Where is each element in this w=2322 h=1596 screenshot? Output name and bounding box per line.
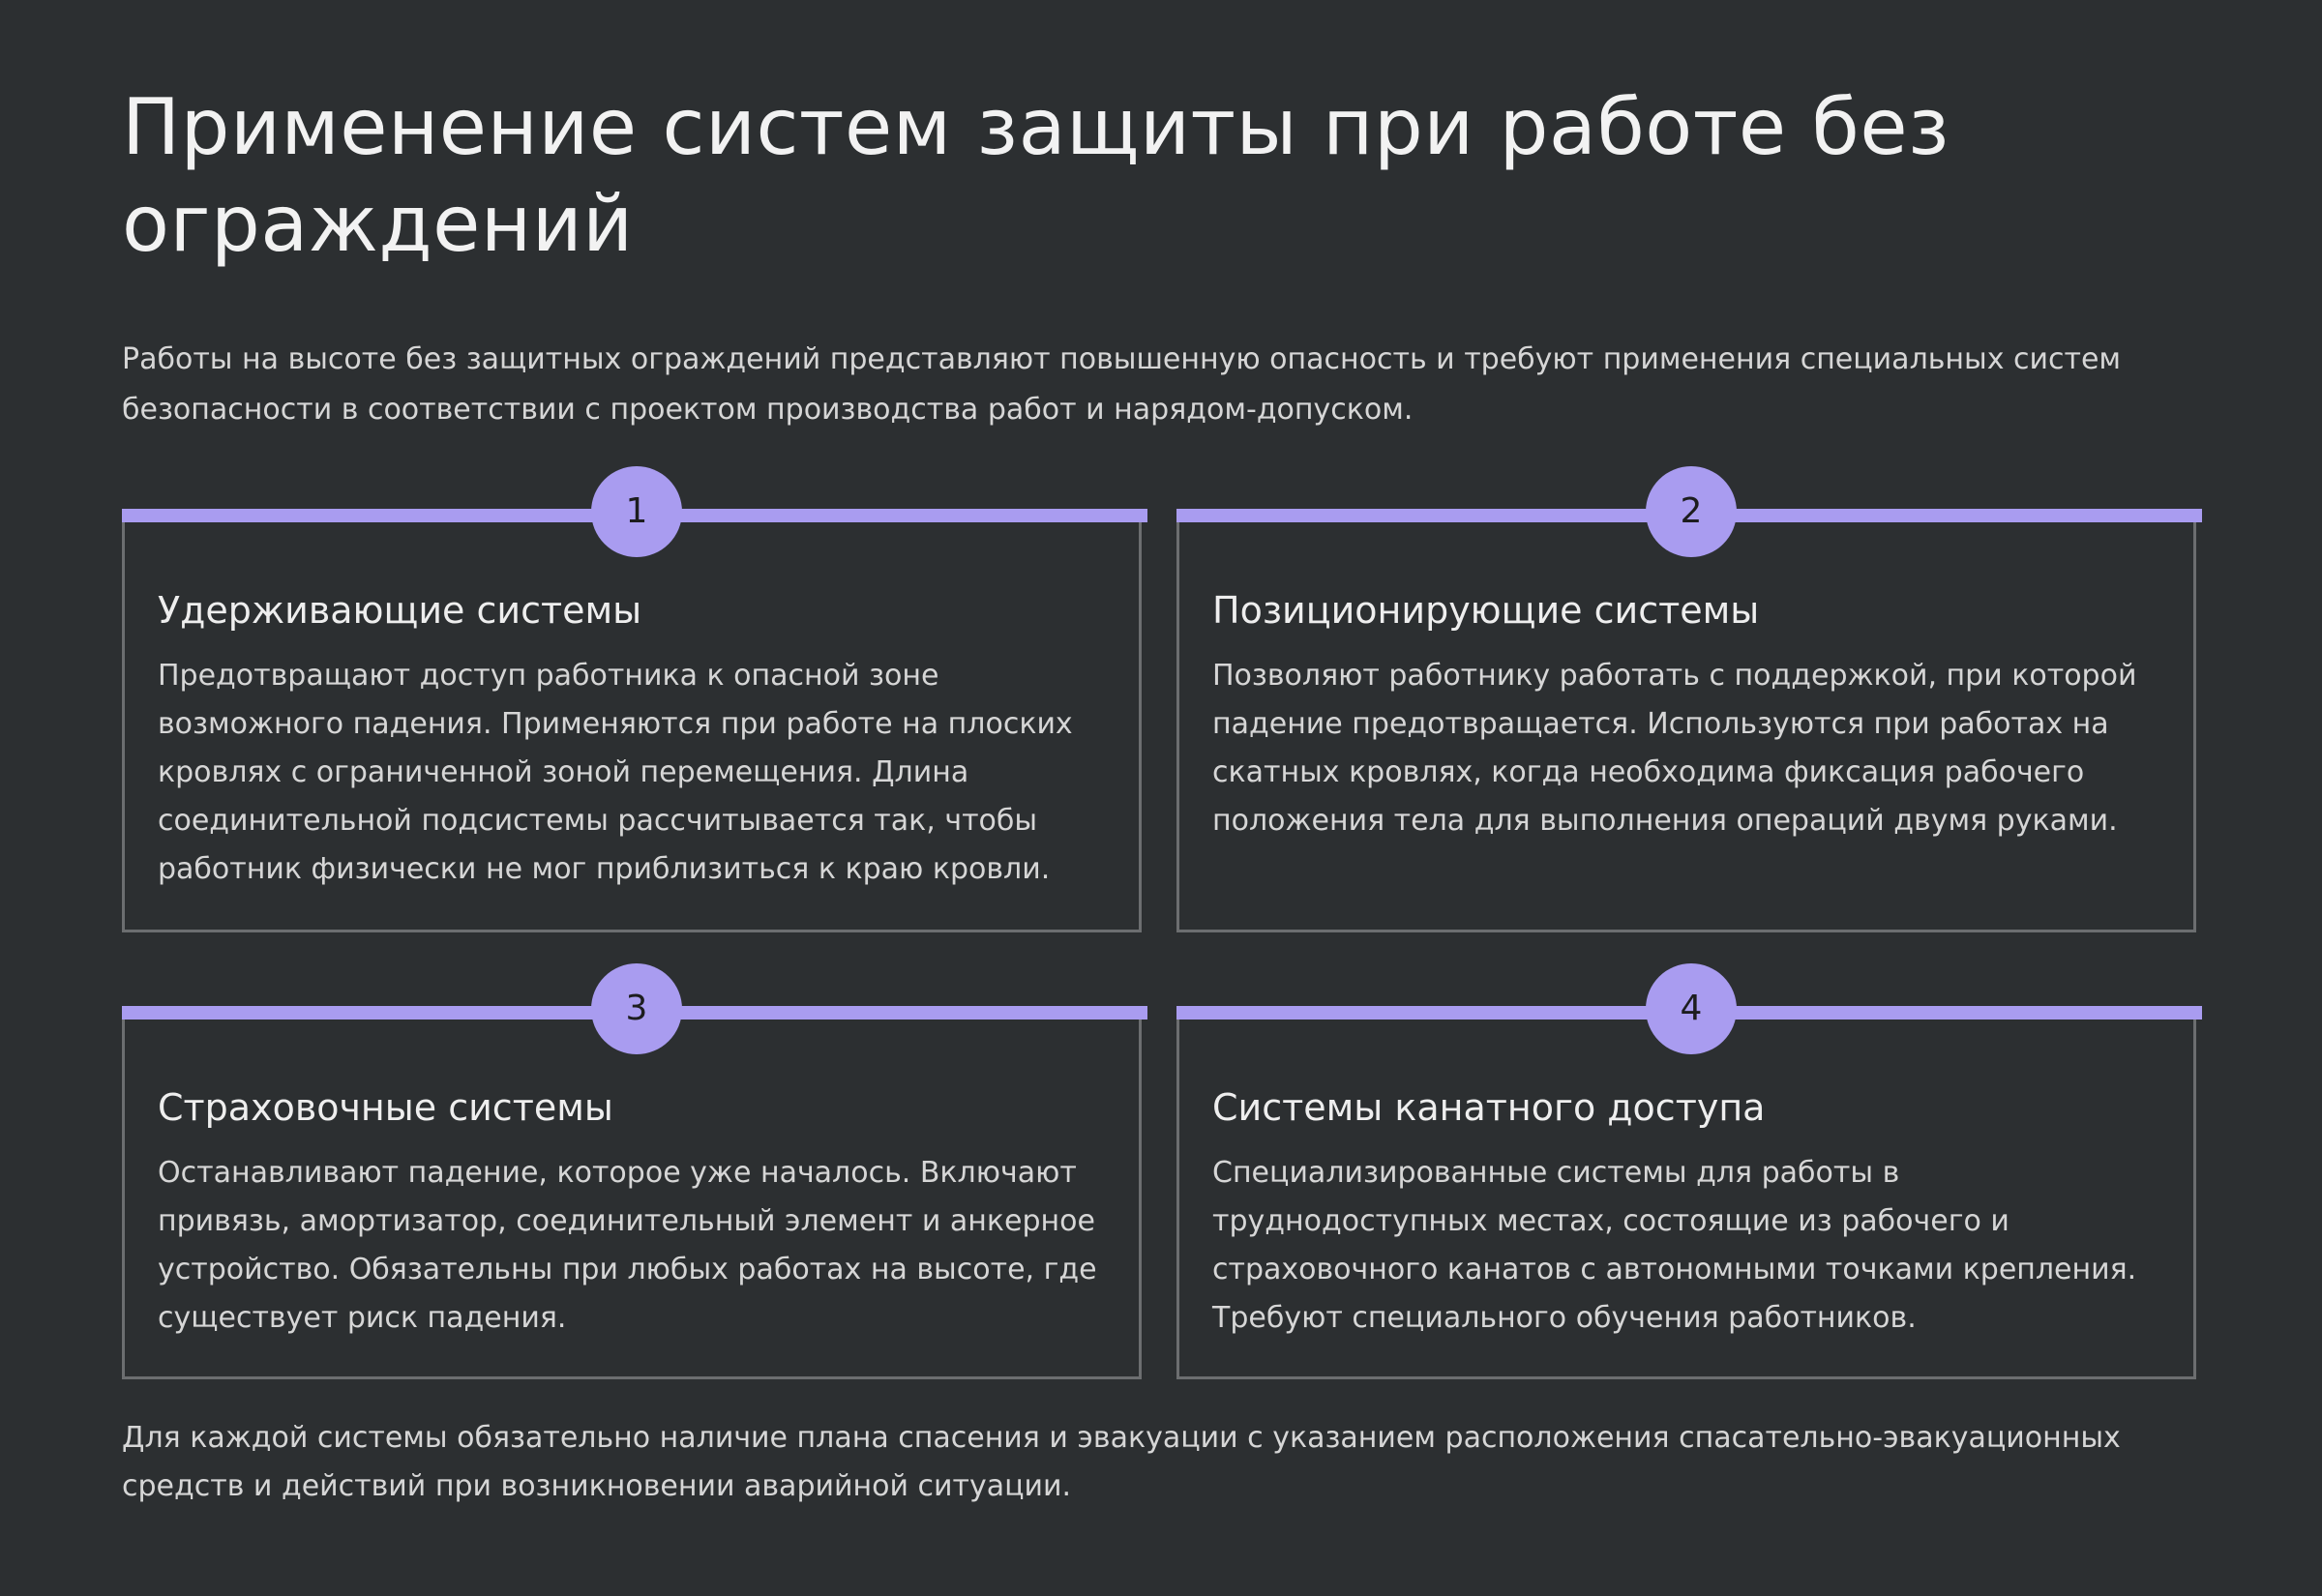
card-number-badge: 4: [1646, 963, 1737, 1054]
card-number-badge: 2: [1646, 466, 1737, 557]
page-title: Применение систем защиты при работе без ограждений: [122, 82, 1950, 269]
intro-paragraph: Работы на высоте без защитных ограждений представляют повышенную опасность и требуют применения специальных систем безопасности в соответствии с проектом производства работ и нарядом-допуском.: [122, 342, 2122, 427]
card-title: Системы канатного доступа: [1212, 1086, 1766, 1129]
card-description: Предотвращают доступ работника к опасной зоне возможного падения. Применяются при работе на плоских кровлях с ограниченной зоной перемещения. Длина соединительной подсистемы рассчитывается так, чтобы работник физически не мог приблизиться к краю кровли.: [158, 659, 1073, 886]
footer-note: Для каждой системы обязательно наличие плана спасения и эвакуации с указанием расположения спасательно-эвакуационных средств и действий при возникновении аварийной ситуации.: [122, 1421, 2121, 1503]
card-title: Удерживающие системы: [158, 589, 642, 632]
system-card-retention: [122, 491, 1142, 932]
system-card-rope-access: [1176, 989, 2196, 1379]
card-description: Останавливают падение, которое уже началось. Включают привязь, амортизатор, соединительный элемент и анкерное устройство. Обязательны при любых работах на высоте, где существует риск падения.: [158, 1156, 1097, 1335]
card-description: Позволяют работнику работать с поддержкой, при которой падение предотвращается. Используются при работах на скатных кровлях, когда необходима фиксация рабочего положения тела для выполнения операций двумя руками.: [1212, 659, 2137, 838]
card-title: Страховочные системы: [158, 1086, 613, 1129]
card-number-badge: 1: [591, 466, 682, 557]
system-card-positioning: [1176, 491, 2196, 932]
card-description: Специализированные системы для работы в труднодоступных местах, состоящие из рабочего и страховочного канатов с автономными точками крепления. Требуют специального обучения работников.: [1212, 1156, 2137, 1335]
card-number-badge: 3: [591, 963, 682, 1054]
system-card-fall-arrest: [122, 989, 1142, 1379]
card-title: Позиционирующие системы: [1212, 589, 1760, 632]
